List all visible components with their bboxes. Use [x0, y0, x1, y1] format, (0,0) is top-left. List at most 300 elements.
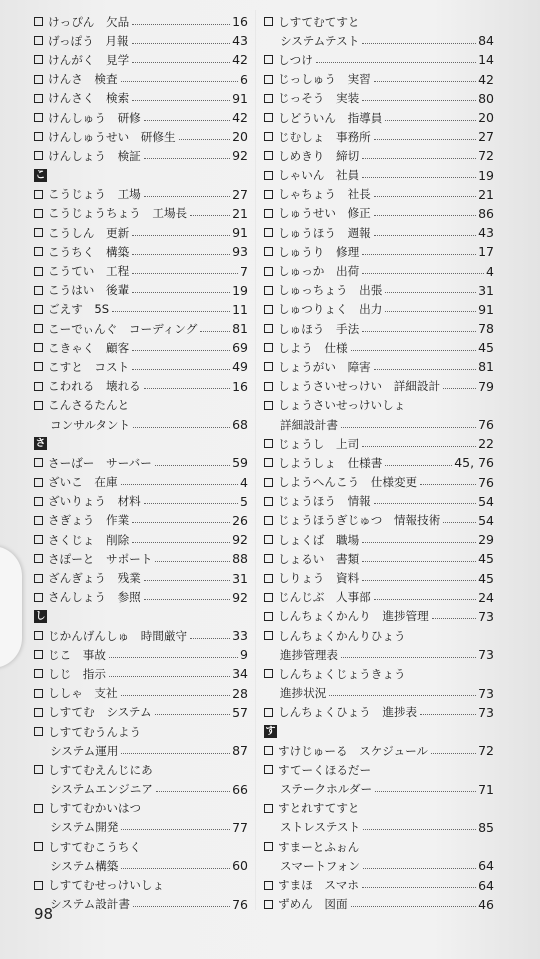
index-entry	[34, 357, 248, 376]
index-entry	[34, 511, 248, 530]
index-entry	[34, 146, 248, 165]
dot-leader	[121, 867, 230, 869]
checkbox-icon[interactable]	[264, 900, 273, 909]
section-header	[34, 166, 248, 185]
checkbox-icon[interactable]	[264, 535, 273, 544]
index-entry	[34, 185, 248, 204]
checkbox-icon[interactable]	[34, 689, 43, 698]
entry-term: しょうさいせっけいしょ	[278, 398, 406, 413]
entry-term: しじ 指示	[48, 666, 106, 681]
checkbox-icon[interactable]	[264, 708, 273, 717]
index-entry-continuation	[264, 780, 494, 799]
checkbox-icon[interactable]	[34, 631, 43, 640]
checkbox-icon[interactable]	[34, 75, 43, 84]
checkbox-icon[interactable]	[264, 842, 273, 851]
dot-leader	[362, 886, 476, 888]
entry-page-number: 17	[478, 244, 494, 260]
checkbox-icon[interactable]	[264, 804, 273, 813]
entry-page-number: 27	[232, 186, 248, 202]
dot-leader	[190, 214, 230, 216]
entry-term: こうじょう 工場	[48, 187, 141, 202]
entry-page-number: 73	[478, 685, 494, 701]
index-entry-continuation	[34, 415, 248, 434]
checkbox-icon[interactable]	[264, 746, 273, 755]
checkbox-icon[interactable]	[34, 650, 43, 659]
entry-page-number: 31	[478, 282, 494, 298]
entry-term: しすてむこうちく	[48, 839, 142, 854]
index-entry	[264, 50, 494, 69]
index-entry	[264, 511, 494, 530]
dot-leader	[121, 80, 238, 82]
entry-page-number: 43	[232, 33, 248, 49]
checkbox-icon[interactable]	[34, 478, 43, 487]
entry-term: しんちょくかんりひょう	[278, 628, 406, 643]
entry-term: こうはい 後輩	[48, 283, 130, 298]
index-entry	[34, 377, 248, 396]
checkbox-icon[interactable]	[264, 305, 273, 314]
entry-term: こわれる 壊れる	[48, 379, 141, 394]
dot-leader	[144, 579, 230, 581]
checkbox-icon[interactable]	[34, 669, 43, 678]
index-column-right	[264, 12, 494, 914]
checkbox-icon[interactable]	[264, 228, 273, 237]
entry-page-number: 9	[240, 647, 248, 663]
index-entry	[264, 89, 494, 108]
entry-page-number: 45	[478, 551, 494, 567]
checkbox-icon[interactable]	[264, 439, 273, 448]
checkbox-icon[interactable]	[34, 343, 43, 352]
entry-page-number: 73	[478, 647, 494, 663]
index-entry	[34, 684, 248, 703]
index-entry	[34, 319, 248, 338]
entry-page-number: 7	[240, 263, 248, 279]
checkbox-icon[interactable]	[34, 382, 43, 391]
entry-term: しりょう 資料	[278, 571, 360, 586]
entry-page-number: 79	[478, 378, 494, 394]
index-entry	[264, 760, 494, 779]
checkbox-icon[interactable]	[264, 267, 273, 276]
index-entry	[34, 31, 248, 50]
section-header	[264, 722, 494, 741]
entry-term: しゅっか 出荷	[278, 264, 360, 279]
dot-leader	[362, 560, 476, 562]
checkbox-icon[interactable]	[264, 113, 273, 122]
entry-page-number: 45, 76	[454, 455, 494, 471]
index-entry-continuation	[264, 31, 494, 50]
entry-term: けんさ 検査	[48, 72, 118, 87]
entry-page-number: 20	[232, 129, 248, 145]
dot-leader	[144, 157, 230, 159]
index-entry	[264, 127, 494, 146]
entry-page-number: 81	[478, 359, 494, 375]
dot-leader	[341, 656, 476, 658]
entry-term: こうてい 工程	[48, 264, 130, 279]
entry-term: しすてむてすと	[278, 14, 360, 29]
entry-term: しゅほう 手法	[278, 321, 360, 336]
checkbox-icon[interactable]	[264, 286, 273, 295]
entry-term: スマートフォン	[280, 858, 360, 873]
checkbox-icon[interactable]	[34, 554, 43, 563]
entry-page-number: 69	[232, 340, 248, 356]
dot-leader	[351, 349, 477, 351]
entry-term: 詳細設計書	[280, 417, 338, 432]
entry-term: こんさるたんと	[48, 398, 130, 413]
checkbox-icon[interactable]	[264, 401, 273, 410]
checkbox-icon[interactable]	[264, 612, 273, 621]
entry-page-number: 33	[232, 628, 248, 644]
dot-leader	[362, 272, 484, 274]
dot-leader	[374, 214, 476, 216]
checkbox-icon[interactable]	[264, 765, 273, 774]
entry-term: しゃちょう 社長	[278, 187, 371, 202]
checkbox-icon[interactable]	[34, 804, 43, 813]
index-entry	[34, 204, 248, 223]
checkbox-icon[interactable]	[34, 113, 43, 122]
checkbox-icon[interactable]	[34, 267, 43, 276]
entry-page-number: 34	[232, 666, 248, 682]
index-entry	[34, 568, 248, 587]
index-entry	[264, 319, 494, 338]
checkbox-icon[interactable]	[264, 132, 273, 141]
index-entry	[264, 300, 494, 319]
dot-leader	[362, 157, 476, 159]
checkbox-icon[interactable]	[34, 362, 43, 371]
index-entry	[264, 703, 494, 722]
checkbox-icon[interactable]	[34, 401, 43, 410]
entry-term: しんちょくかんり 進捗管理	[278, 609, 429, 624]
entry-page-number: 54	[478, 512, 494, 528]
entry-term: さくじょ 削除	[48, 532, 130, 547]
entry-page-number: 59	[232, 455, 248, 471]
entry-term: ざいこ 在庫	[48, 475, 118, 490]
entry-term: じっしゅう 実習	[278, 72, 371, 87]
entry-term: さぽーと サポート	[48, 551, 153, 566]
entry-term: じこ 事故	[48, 647, 106, 662]
checkbox-icon[interactable]	[34, 593, 43, 602]
dot-leader	[374, 138, 476, 140]
dot-leader	[132, 234, 230, 236]
entry-term: こうじょうちょう 工場長	[48, 206, 188, 221]
entry-page-number: 24	[478, 589, 494, 605]
page-number: 98	[34, 905, 54, 923]
entry-term: けんさく 検索	[48, 91, 130, 106]
checkbox-icon[interactable]	[34, 324, 43, 333]
index-entry-continuation	[34, 780, 248, 799]
entry-term: しゅつりょく 出力	[278, 302, 383, 317]
entry-term: しようへんこう 仕様変更	[278, 475, 418, 490]
checkbox-icon[interactable]	[34, 765, 43, 774]
entry-page-number: 42	[232, 52, 248, 68]
dot-leader	[144, 387, 230, 389]
checkbox-icon[interactable]	[264, 516, 273, 525]
checkbox-icon[interactable]	[264, 574, 273, 583]
index-entry-continuation	[34, 856, 248, 875]
dot-leader	[155, 560, 230, 562]
index-entry-continuation	[34, 895, 248, 914]
entry-page-number: 71	[478, 781, 494, 797]
index-entry	[264, 223, 494, 242]
dot-leader	[190, 637, 230, 639]
checkbox-icon[interactable]	[264, 209, 273, 218]
dot-leader	[132, 42, 231, 44]
entry-page-number: 29	[478, 532, 494, 548]
dot-leader	[132, 23, 230, 25]
checkbox-icon[interactable]	[264, 458, 273, 467]
index-entry	[34, 837, 248, 856]
thumb-index-tab	[0, 546, 22, 668]
entry-page-number: 92	[232, 532, 248, 548]
index-entry	[34, 530, 248, 549]
index-entry	[264, 895, 494, 914]
dot-leader	[362, 541, 476, 543]
dot-leader	[329, 694, 476, 696]
index-entry	[264, 12, 494, 31]
entry-term: けんしゅうせい 研修生	[48, 129, 176, 144]
dot-leader	[363, 828, 476, 830]
checkbox-icon[interactable]	[264, 881, 273, 890]
entry-term: しんちょくひょう 進捗表	[278, 705, 418, 720]
index-entry	[264, 338, 494, 357]
entry-term: コンサルタント	[50, 417, 131, 432]
checkbox-icon[interactable]	[34, 55, 43, 64]
checkbox-icon[interactable]	[34, 36, 43, 45]
dot-leader	[420, 483, 476, 485]
entry-page-number: 86	[478, 205, 494, 221]
checkbox-icon[interactable]	[34, 574, 43, 583]
entry-page-number: 45	[478, 340, 494, 356]
entry-page-number: 64	[478, 858, 494, 874]
entry-term: しゅうほう 週報	[278, 225, 371, 240]
checkbox-icon[interactable]	[34, 190, 43, 199]
index-entry-continuation	[264, 645, 494, 664]
entry-page-number: 27	[478, 129, 494, 145]
index-entry	[264, 473, 494, 492]
checkbox-icon[interactable]	[34, 535, 43, 544]
entry-term: すまほ スマホ	[278, 878, 359, 893]
entry-term: システム運用	[50, 743, 119, 758]
checkbox-icon[interactable]	[264, 55, 273, 64]
entry-term: じんじぶ 人事部	[278, 590, 371, 605]
index-entry	[264, 377, 494, 396]
entry-term: けっぴん 欠品	[48, 14, 130, 29]
entry-term: じかんげんしゅ 時間厳守	[48, 628, 188, 643]
index-entry	[264, 242, 494, 261]
checkbox-icon[interactable]	[264, 362, 273, 371]
entry-page-number: 76	[478, 474, 494, 490]
checkbox-icon[interactable]	[34, 727, 43, 736]
index-entry	[34, 875, 248, 894]
entry-term: 進捗管理表	[280, 647, 338, 662]
entry-term: すとれすてすと	[278, 801, 360, 816]
checkbox-icon[interactable]	[34, 516, 43, 525]
index-entry	[34, 396, 248, 415]
checkbox-icon[interactable]	[34, 305, 43, 314]
dot-leader	[144, 195, 230, 197]
checkbox-icon[interactable]	[34, 842, 43, 851]
dot-leader	[374, 502, 476, 504]
section-header	[34, 434, 248, 453]
dot-leader	[362, 579, 476, 581]
checkbox-icon[interactable]	[34, 708, 43, 717]
checkbox-icon[interactable]	[34, 881, 43, 890]
checkbox-icon[interactable]	[264, 75, 273, 84]
checkbox-icon[interactable]	[264, 190, 273, 199]
index-entry-continuation	[34, 741, 248, 760]
checkbox-icon[interactable]	[34, 458, 43, 467]
entry-page-number: 81	[232, 321, 248, 337]
entry-term: ざんぎょう 残業	[48, 571, 141, 586]
entry-page-number: 4	[240, 474, 248, 490]
dot-leader	[431, 752, 476, 754]
entry-page-number: 21	[478, 186, 494, 202]
column-divider	[255, 10, 256, 910]
checkbox-icon[interactable]	[264, 17, 273, 26]
entry-term: すまーとふぉん	[278, 839, 360, 854]
checkbox-icon[interactable]	[34, 286, 43, 295]
entry-page-number: 11	[232, 301, 248, 317]
index-column-left	[34, 12, 248, 914]
entry-page-number: 46	[478, 896, 494, 912]
checkbox-icon[interactable]	[264, 554, 273, 563]
index-entry	[34, 588, 248, 607]
dot-leader	[112, 310, 230, 312]
entry-page-number: 64	[478, 877, 494, 893]
dot-leader	[200, 330, 230, 332]
dot-leader	[156, 790, 230, 792]
index-entry	[34, 453, 248, 472]
entry-term: システムテスト	[280, 33, 360, 48]
index-entry	[34, 89, 248, 108]
checkbox-icon[interactable]	[34, 228, 43, 237]
dot-leader	[132, 368, 230, 370]
entry-page-number: 91	[232, 225, 248, 241]
entry-page-number: 49	[232, 359, 248, 375]
index-entry	[34, 300, 248, 319]
entry-page-number: 20	[478, 110, 494, 126]
entry-term: ステークホルダー	[280, 782, 373, 797]
index-entry	[264, 185, 494, 204]
checkbox-icon[interactable]	[34, 209, 43, 218]
entry-page-number: 88	[232, 551, 248, 567]
entry-page-number: 5	[240, 493, 248, 509]
index-entry	[264, 875, 494, 894]
entry-term: しょうがい 障害	[278, 359, 371, 374]
entry-page-number: 28	[232, 685, 248, 701]
index-entry	[34, 127, 248, 146]
dot-leader	[132, 349, 230, 351]
index-entry	[34, 223, 248, 242]
entry-page-number: 87	[232, 743, 248, 759]
entry-term: 進捗状況	[280, 686, 327, 701]
checkbox-icon[interactable]	[34, 132, 43, 141]
entry-term: しゅっちょう 出張	[278, 283, 383, 298]
index-entry	[34, 242, 248, 261]
checkbox-icon[interactable]	[34, 497, 43, 506]
dot-leader	[385, 464, 452, 466]
checkbox-icon[interactable]	[264, 669, 273, 678]
checkbox-icon[interactable]	[264, 171, 273, 180]
index-entry	[264, 799, 494, 818]
index-entry	[34, 108, 248, 127]
checkbox-icon[interactable]	[264, 343, 273, 352]
dot-leader	[362, 330, 476, 332]
entry-page-number: 42	[232, 110, 248, 126]
entry-term: こーでぃんぐ コーディング	[48, 321, 198, 336]
index-entry	[264, 261, 494, 280]
entry-page-number: 91	[478, 301, 494, 317]
checkbox-icon[interactable]	[264, 478, 273, 487]
index-entry	[34, 645, 248, 664]
entry-page-number: 76	[232, 896, 248, 912]
entry-page-number: 72	[478, 743, 494, 759]
section-header-label: す	[265, 726, 276, 738]
checkbox-icon[interactable]	[264, 324, 273, 333]
dot-leader	[133, 905, 230, 907]
index-entry	[34, 281, 248, 300]
entry-term: しょるい 書類	[278, 551, 360, 566]
entry-term: しょうさいせっけい 詳細設計	[278, 379, 441, 394]
dot-leader	[132, 521, 230, 523]
dot-leader	[109, 656, 238, 658]
index-entry	[264, 837, 494, 856]
entry-term: けんがく 見学	[48, 52, 130, 67]
index-entry	[264, 626, 494, 645]
checkbox-icon[interactable]	[34, 247, 43, 256]
checkbox-icon[interactable]	[264, 94, 273, 103]
entry-term: システム設計書	[50, 897, 130, 912]
index-entry	[264, 166, 494, 185]
dot-leader	[132, 61, 230, 63]
checkbox-icon[interactable]	[34, 17, 43, 26]
dot-leader	[316, 61, 476, 63]
checkbox-icon[interactable]	[34, 94, 43, 103]
checkbox-icon[interactable]	[264, 497, 273, 506]
section-header-label: し	[35, 610, 46, 622]
entry-page-number: 76	[478, 417, 494, 433]
entry-page-number: 19	[478, 167, 494, 183]
checkbox-icon[interactable]	[264, 151, 273, 160]
entry-page-number: 16	[232, 14, 248, 30]
index-entry	[264, 492, 494, 511]
index-entry	[34, 261, 248, 280]
dot-leader	[132, 253, 230, 255]
entry-page-number: 92	[232, 148, 248, 164]
checkbox-icon[interactable]	[264, 631, 273, 640]
entry-page-number: 80	[478, 90, 494, 106]
entry-page-number: 14	[478, 52, 494, 68]
index-entry	[264, 453, 494, 472]
dot-leader	[121, 828, 230, 830]
dot-leader	[363, 867, 476, 869]
checkbox-icon[interactable]	[264, 247, 273, 256]
entry-page-number: 22	[478, 436, 494, 452]
index-entry	[264, 204, 494, 223]
entry-term: こうしん 更新	[48, 225, 130, 240]
checkbox-icon[interactable]	[264, 382, 273, 391]
entry-page-number: 78	[478, 321, 494, 337]
dot-leader	[144, 598, 230, 600]
index-entry-continuation	[264, 684, 494, 703]
entry-term: すけじゅーる スケジュール	[278, 743, 429, 758]
dot-leader	[179, 138, 231, 140]
index-entry	[34, 549, 248, 568]
entry-term: さぎょう 作業	[48, 513, 130, 528]
checkbox-icon[interactable]	[34, 151, 43, 160]
checkbox-icon[interactable]	[264, 593, 273, 602]
entry-term: しすてむえんじにあ	[48, 762, 153, 777]
entry-term: しすてむせっけいしょ	[48, 878, 165, 893]
entry-page-number: 6	[240, 71, 248, 87]
